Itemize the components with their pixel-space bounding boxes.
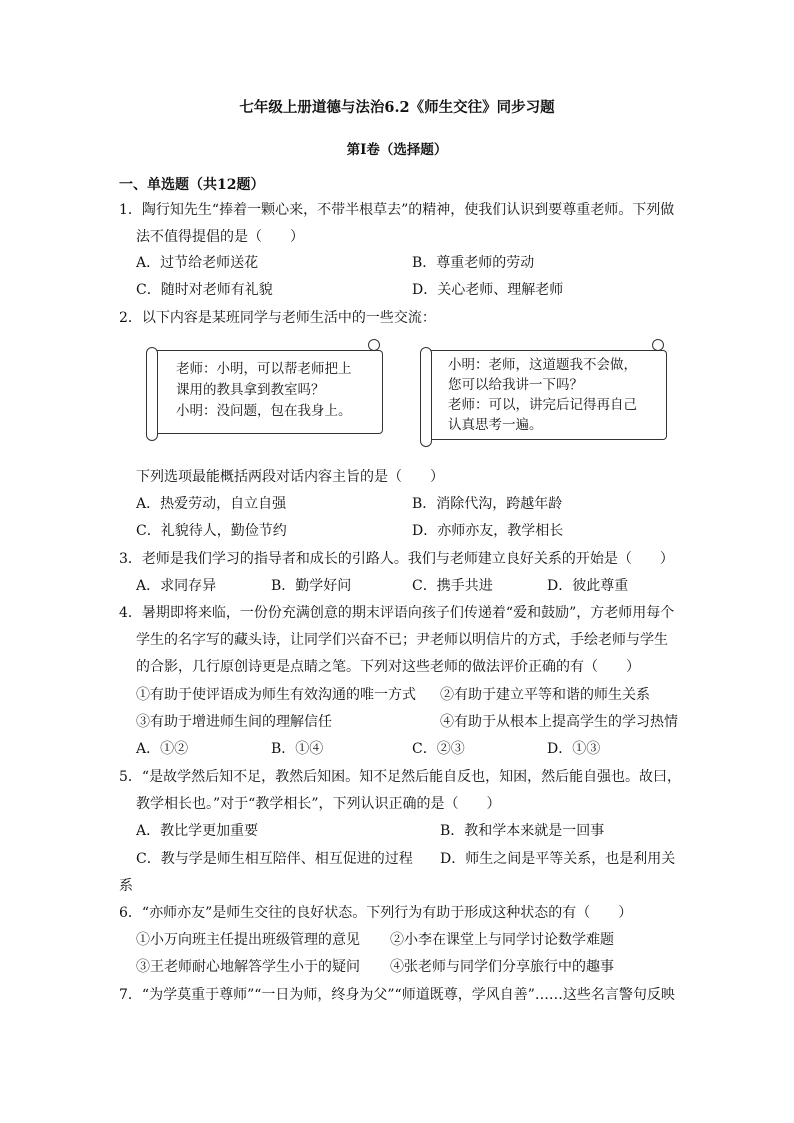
q6-statement-2: ②小李在课堂上与同学讨论数学难题	[390, 932, 614, 948]
q4-statement-3: ③有助于增进师生间的理解信任	[136, 714, 332, 730]
q6-statement-4: ④张老师与同学们分享旅行中的趣事	[390, 959, 614, 975]
dialog2-line1: 小明：老师，这道题我不会做，	[448, 357, 637, 373]
q2-option-c[interactable]: C．礼貌待人，勤俭节约	[136, 523, 287, 539]
q5-stem-line1: 5．“是故学然后知不足，教然后知困。知不足然后能自反也，知困，然后能自强也。故曰，	[119, 769, 682, 785]
q3-option-b[interactable]: B．勤学好问	[271, 578, 352, 594]
q3-stem: 3．老师是我们学习的指导者和成长的引路人。我们与老师建立良好关系的开始是（ ）	[119, 551, 674, 567]
q2-question: 下列选项最能概括两段对话内容主旨的是（ ）	[136, 469, 444, 485]
q5-option-d-continued: 系	[119, 878, 133, 894]
q4-stem-line3: 的合影，几行原创诗更是点睛之笔。下列对这些老师的做法评价正确的有（ ）	[136, 659, 640, 675]
dialog2-line2: 您可以给我讲一下吗？	[448, 377, 583, 393]
q5-option-c[interactable]: C．教与学是师生相互陪伴、相互促进的过程	[136, 851, 413, 867]
dialog1-line1: 老师：小明，可以帮老师把上	[176, 361, 352, 377]
dialog2-line4: 认真思考一遍。	[448, 417, 543, 433]
q5-stem-line2: 教学相长也。”对于“教学相长”，下列认识正确的是（ ）	[136, 796, 501, 812]
document-subtitle: 第I卷（选择题）	[346, 142, 448, 158]
q1-option-b[interactable]: B．尊重老师的劳动	[412, 255, 535, 271]
q5-option-b[interactable]: B．教和学本来就是一回事	[440, 823, 605, 839]
q1-stem-line2: 法不值得提倡的是（ ）	[136, 229, 304, 245]
scroll-curl-top	[652, 339, 664, 351]
document-title: 七年级上册道德与法治6.2《师生交往》同步习题	[239, 99, 555, 116]
q2-option-d[interactable]: D．亦师亦友，教学相长	[412, 523, 564, 539]
q4-stem-line2: 学生的名字写的藏头诗，让同学们兴奋不已；尹老师以明信片的方式，手绘老师与学生	[136, 632, 668, 648]
q1-stem-line1: 1．陶行知先生“捧着一颗心来，不带半根草去”的精神，使我们认识到要尊重老师。下列做	[119, 202, 675, 218]
section-heading: 一、单选题（共12题）	[119, 177, 265, 193]
q4-stem-line1: 4．暑期即将来临，一份份充满创意的期末评语向孩子们传递着“爱和鼓励”，方老师用每个	[119, 605, 675, 621]
q5-option-d[interactable]: D．师生之间是平等关系，也是利用关	[440, 851, 676, 867]
dialog-scroll-1	[151, 350, 383, 434]
q3-option-c[interactable]: C．携手共进	[412, 578, 493, 594]
q4-option-c[interactable]: C．②③	[412, 741, 465, 757]
q4-option-d[interactable]: D．①③	[547, 741, 601, 757]
q5-option-a[interactable]: A．教比学更加重要	[136, 823, 259, 839]
q4-statement-2: ②有助于建立平等和谐的师生关系	[440, 687, 650, 703]
q2-option-b[interactable]: B．消除代沟，跨越年龄	[412, 496, 563, 512]
dialog1-line3: 小明：没问题，包在我身上。	[176, 403, 352, 419]
q6-statement-1: ①小万向班主任提出班级管理的意见	[136, 932, 360, 948]
scroll-curl-left	[146, 347, 158, 441]
scroll-curl-top	[368, 339, 380, 351]
dialog-scroll-2	[425, 350, 667, 440]
q1-option-d[interactable]: D．关心老师、理解老师	[412, 282, 564, 298]
q2-option-a[interactable]: A．热爱劳动，自立自强	[136, 496, 287, 512]
q3-option-d[interactable]: D．彼此尊重	[547, 578, 629, 594]
q4-option-a[interactable]: A．①②	[136, 741, 189, 757]
q1-option-c[interactable]: C．随时对老师有礼貌	[136, 282, 273, 298]
q7-stem: 7．“为学莫重于尊师”“一日为师，终身为父”“师道既尊，学风自善”……这些名言警句反映	[119, 987, 675, 1003]
q1-option-a[interactable]: A．过节给老师送花	[136, 255, 259, 271]
q4-statement-4: ④有助于从根本上提高学生的学习热情	[440, 714, 678, 730]
dialog2-line3: 老师：可以，讲完后记得再自己	[448, 397, 637, 413]
q2-stem: 2．以下内容是某班同学与老师生活中的一些交流：	[119, 310, 436, 326]
q6-statement-3: ③王老师耐心地解答学生小于的疑问	[136, 959, 360, 975]
q4-statement-1: ①有助于使评语成为师生有效沟通的唯一方式	[136, 687, 416, 703]
q6-stem: 6．“亦师亦友”是师生交往的良好状态。下列行为有助于形成这种状态的有（ ）	[119, 905, 633, 921]
scroll-curl-left	[420, 347, 432, 447]
q4-option-b[interactable]: B．①④	[271, 741, 324, 757]
dialog1-line2: 课用的教具拿到教室吗？	[176, 382, 325, 398]
q3-option-a[interactable]: A．求同存异	[136, 578, 217, 594]
